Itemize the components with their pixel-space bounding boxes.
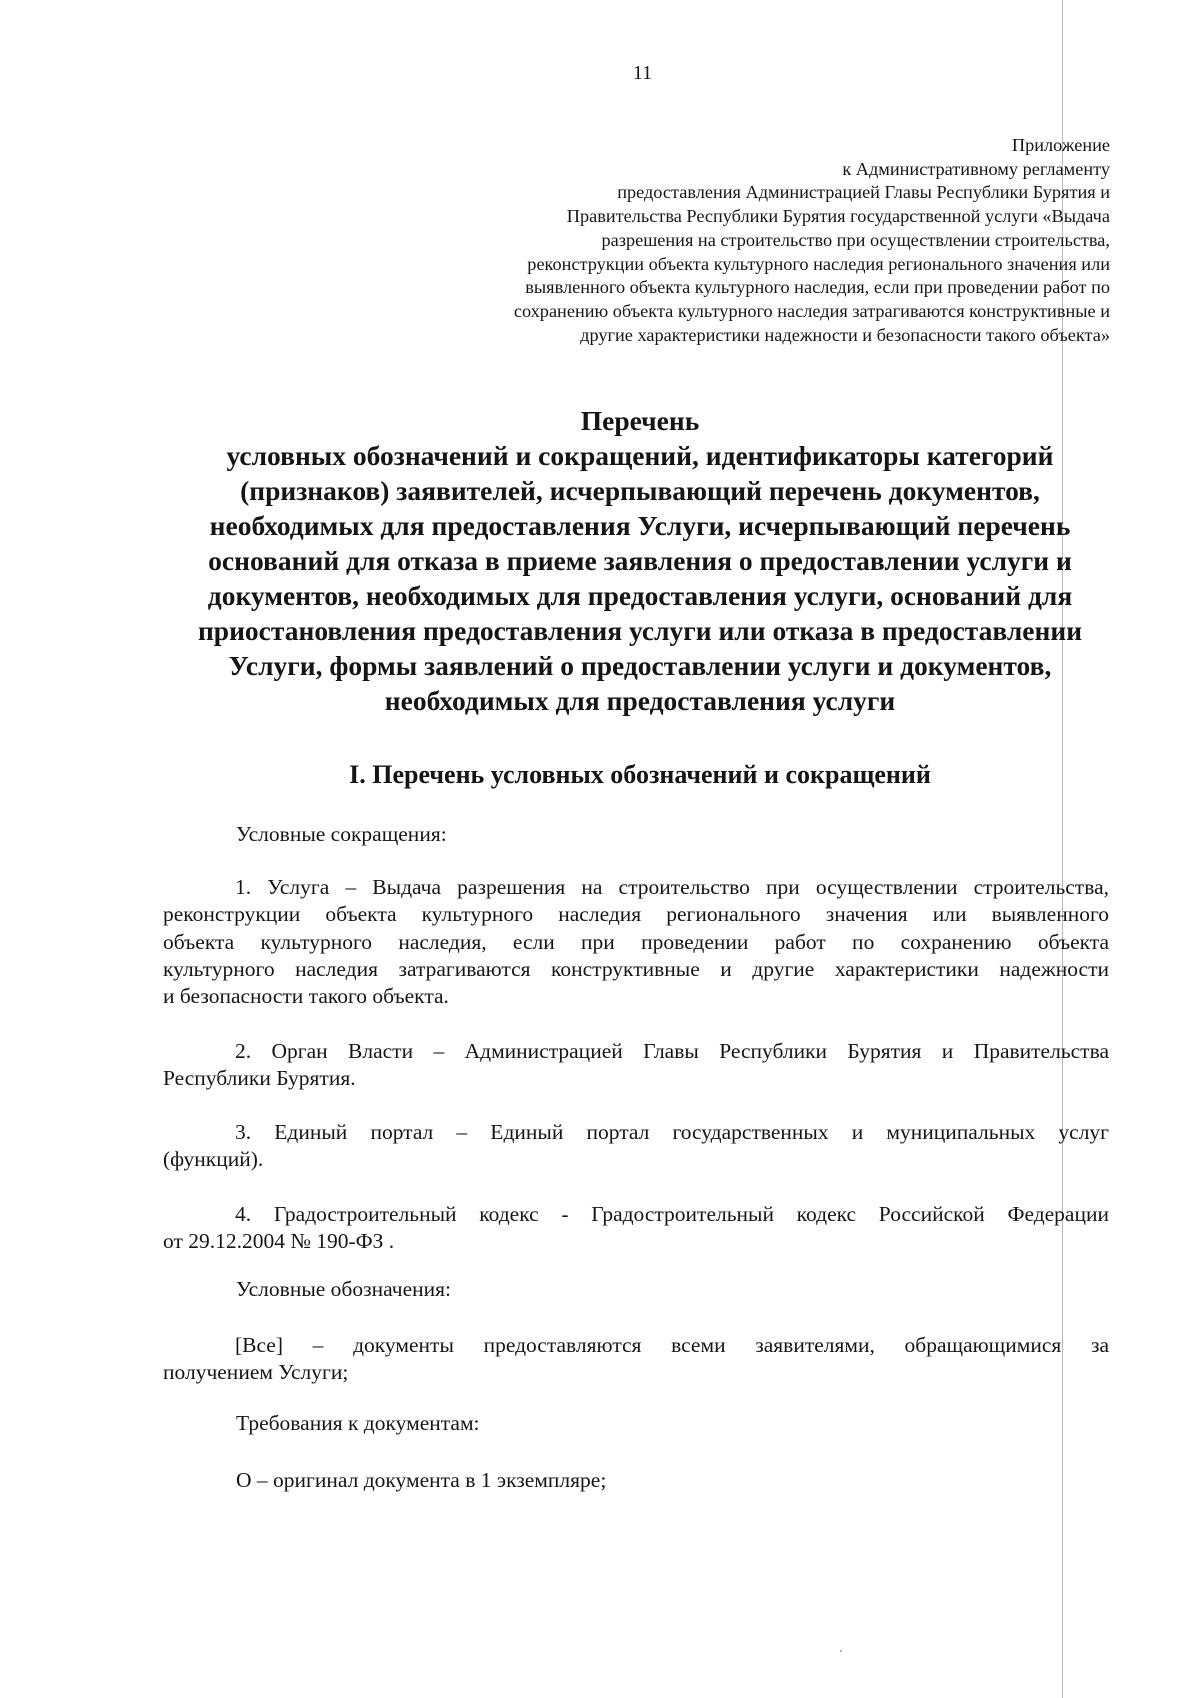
- document-title: [150, 403, 1130, 718]
- section-heading: I. Перечень условных обозначений и сокращений: [349, 760, 931, 789]
- paragraph-line: и безопасности такого объекта.: [163, 984, 449, 1009]
- page-number: 11: [632, 62, 653, 84]
- appendix-line: Правительства Республики Бурятия государственной услуги «Выдача: [566, 206, 1110, 227]
- title-line: необходимых для предоставления услуги: [384, 685, 896, 716]
- title-line: оснований для отказа в приеме заявления о предоставлении услуги и: [208, 545, 1072, 576]
- abbreviation-item-4: [163, 1201, 1109, 1256]
- requirements-label: Требования к документам:: [236, 1411, 480, 1435]
- abbreviation-item-1: [163, 874, 1109, 1010]
- appendix-line: другие характеристики надежности и безопасности такого объекта»: [580, 324, 1110, 345]
- title-line: Перечень: [580, 405, 700, 436]
- appendix-line: Приложение: [1011, 135, 1110, 155]
- appendix-line: разрешения на строительство при осуществлении строительства,: [601, 229, 1110, 250]
- paragraph-line: 2. Орган Власти – Администрацией Главы Республики Бурятия и Правительства: [235, 1039, 1109, 1063]
- paragraph-line: 3. Единый портал – Единый портал государственных и муниципальных услуг: [235, 1120, 1109, 1144]
- symbols-label: Условные обозначения:: [236, 1277, 452, 1301]
- paragraph-line: (функций).: [163, 1147, 264, 1172]
- paragraph-line: 4. Градостроительный кодекс - Градостроительный кодекс Российской Федерации: [235, 1202, 1109, 1226]
- paragraph-line: культурного наследия затрагиваются конструктивные и другие характеристики надежности: [163, 956, 1109, 981]
- title-line: документов, необходимых для предоставления услуги, оснований для: [207, 580, 1073, 611]
- paragraph-line: [Все] – документы предоставляются всеми заявителями, обращающимися за: [235, 1333, 1109, 1357]
- paragraph-line: Республики Бурятия.: [163, 1066, 356, 1091]
- title-line: необходимых для предоставления Услуги, исчерпывающий перечень: [209, 510, 1071, 541]
- paragraph-line: 1. Услуга – Выдача разрешения на строительство при осуществлении строительства,: [235, 875, 1109, 899]
- abbreviation-item-3: [163, 1119, 1109, 1174]
- title-line: Услуги, формы заявлений о предоставлении услуги и документов,: [228, 650, 1052, 681]
- scan-speck: [840, 1650, 842, 1652]
- paragraph-line: получением Услуги;: [163, 1360, 349, 1385]
- paragraph-line: от 29.12.2004 № 190-ФЗ .: [163, 1229, 395, 1254]
- title-line: (признаков) заявителей, исчерпывающий перечень документов,: [240, 475, 1040, 506]
- appendix-line: сохранению объекта культурного наследия затрагиваются конструктивные и: [513, 300, 1110, 321]
- symbol-all-applicants: [163, 1332, 1109, 1387]
- title-line: условных обозначений и сокращений, идентификаторы категорий: [226, 440, 1054, 471]
- appendix-line: выявленного объекта культурного наследия, если при проведении работ по: [525, 277, 1110, 298]
- appendix-line: к Административному регламенту: [842, 158, 1110, 179]
- requirement-original: О – оригинал документа в 1 экземпляре;: [236, 1468, 607, 1492]
- abbreviation-item-2: [163, 1038, 1109, 1093]
- appendix-line: реконструкции объекта культурного наследия регионального значения или: [527, 253, 1110, 274]
- abbreviations-label: Условные сокращения:: [236, 822, 447, 846]
- appendix-line: предоставления Администрацией Главы Республики Бурятия и: [617, 182, 1110, 203]
- appendix-note: [410, 134, 1110, 347]
- paragraph-line: объекта культурного наследия, если при проведении работ по сохранению объекта: [163, 929, 1109, 954]
- paragraph-line: реконструкции объекта культурного наследия регионального значения или выявленного: [163, 902, 1109, 927]
- title-line: приостановления предоставления услуги или отказа в предоставлении: [197, 615, 1083, 646]
